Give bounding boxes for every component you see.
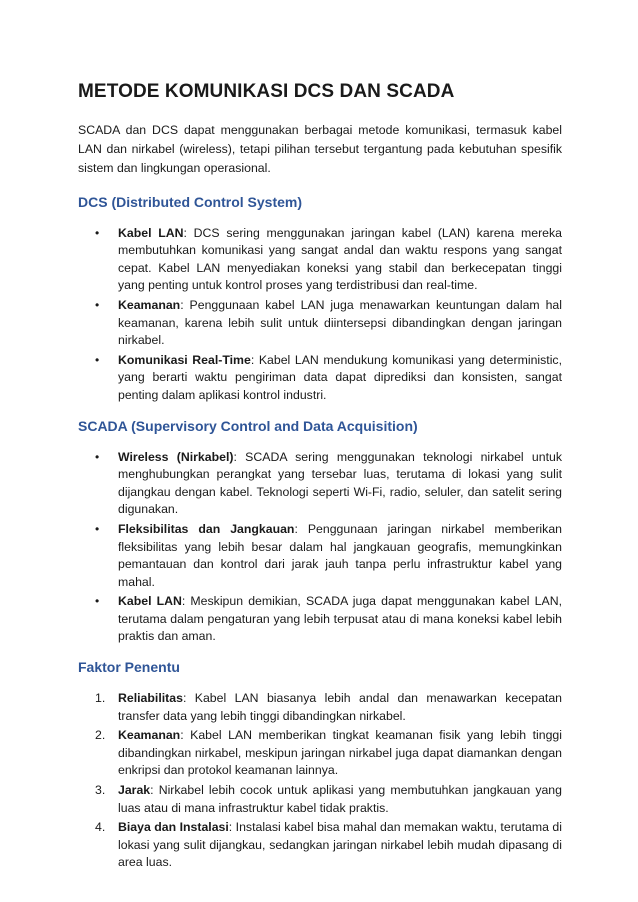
item-term: Fleksibilitas dan Jangkauan — [118, 521, 295, 536]
item-text: : SCADA sering menggunakan teknologi nirkabel untuk menghubungkan perangkat yang tersebar luas, terutama di lokasi yang sulit dijangkau dengan kabel. Teknologi seperti Wi-Fi, radio, seluler, dan satelit sering digunakan. — [118, 449, 563, 517]
item-number: 4. — [95, 820, 106, 835]
item-text: : Kabel LAN memberikan tingkat keamanan fisik yang lebih tinggi dibandingkan nirkabel, meskipun jaringan nirkabel juga dapat diamankan dengan enkripsi dan protokol keamanan lainnya. — [118, 728, 562, 778]
item-text: : Meskipun demikian, SCADA juga dapat menggunakan kabel LAN, terutama dalam pengaturan yang lebih terpusat atau di mana koneksi kabel lebih praktis dan aman. — [118, 594, 562, 644]
scada-bullet-list — [78, 449, 562, 647]
item-text: : Kabel LAN mendukung komunikasi yang deterministic, yang berarti waktu pengiriman data dapat diprediksi dan konsisten, sangat penting dalam aplikasi kontrol industri. — [118, 352, 562, 402]
item-term: Biaya dan Instalasi — [118, 820, 229, 835]
item-term: Wireless (Nirkabel) — [118, 449, 234, 464]
faktor-numbered-list — [78, 690, 562, 872]
list-item — [78, 727, 562, 780]
list-item — [78, 297, 562, 350]
item-number: 1. — [95, 691, 106, 706]
item-number: 3. — [95, 783, 106, 798]
item-text: : Instalasi kabel bisa mahal dan memakan waktu, terutama di lokasi yang sulit dijangkau, sedangkan jaringan nirkabel lebih mudah dipasang di area luas. — [118, 820, 562, 870]
document-page — [78, 80, 562, 874]
section-heading-faktor: Faktor Penentu — [78, 659, 180, 676]
bullet-icon: • — [95, 521, 100, 536]
bullet-icon: • — [95, 352, 100, 367]
bullet-icon: • — [95, 297, 100, 312]
item-text: : Penggunaan jaringan nirkabel memberikan fleksibilitas yang lebih besar dalam hal jangkauan geografis, memungkinkan pemantauan dan kontrol dari jarak jauh tanpa perlu infrastruktur kabel yang mahal. — [118, 521, 562, 589]
section-heading-scada: SCADA (Supervisory Control and Data Acquisition) — [78, 417, 418, 434]
intro-paragraph: SCADA dan DCS dapat menggunakan berbagai metode komunikasi, termasuk kabel LAN dan nirkabel (wireless), tetapi pilihan tersebut tergantung pada kebutuhan spesifik sistem dan lingkungan operasional. — [78, 123, 562, 176]
item-term: Komunikasi Real-Time — [118, 352, 251, 367]
item-term: Kabel LAN — [118, 225, 184, 240]
list-item — [78, 225, 562, 295]
section-heading-dcs: DCS (Distributed Control System) — [78, 193, 303, 210]
list-item — [78, 690, 562, 725]
item-term: Keamanan — [118, 297, 181, 312]
item-term: Keamanan — [118, 728, 181, 743]
bullet-icon: • — [95, 225, 100, 240]
item-number: 2. — [95, 728, 106, 743]
bullet-icon: • — [95, 594, 100, 609]
item-text: : Kabel LAN biasanya lebih andal dan menawarkan kecepatan transfer data yang lebih tinggi dibandingkan nirkabel. — [118, 691, 562, 723]
item-text: : Penggunaan kabel LAN juga menawarkan keuntungan dalam hal keamanan, karena lebih sulit untuk diintersepsi dibandingkan dengan jaringan nirkabel. — [118, 297, 562, 348]
item-term: Kabel LAN — [118, 594, 182, 609]
list-item — [78, 593, 562, 646]
list-item — [78, 521, 562, 591]
list-item — [78, 352, 562, 405]
item-term: Jarak — [118, 783, 151, 798]
item-text: : DCS sering menggunakan jaringan kabel (LAN) karena mereka membutuhkan komunikasi yang sangat andal dan waktu respons yang sangat cepat. Kabel LAN menyediakan koneksi yang stabil dan berkecepatan tinggi yang penting untuk kontrol proses yang terdistribusi dan real-time. — [118, 225, 562, 293]
item-text: : Nirkabel lebih cocok untuk aplikasi yang membutuhkan jangkauan yang luas atau di mana infrastruktur kabel tidak praktis. — [118, 783, 562, 815]
page-title: METODE KOMUNIKASI DCS DAN SCADA — [78, 81, 455, 102]
item-term: Reliabilitas — [118, 691, 183, 706]
dcs-bullet-list — [78, 225, 562, 405]
list-item — [78, 782, 562, 817]
bullet-icon: • — [95, 449, 100, 464]
list-item — [78, 819, 562, 872]
list-item — [78, 449, 562, 519]
